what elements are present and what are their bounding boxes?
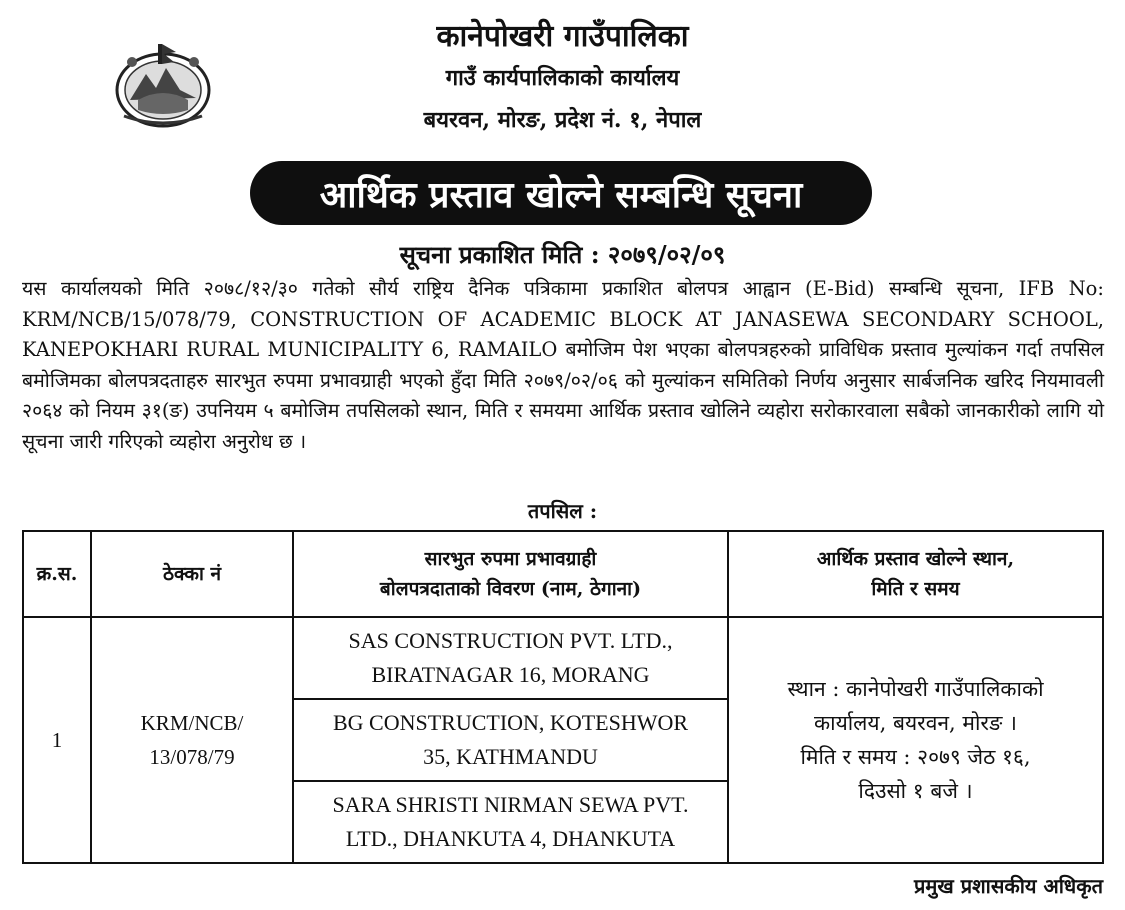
- venue-line1: स्थान : कानेपोखरी गाउँपालिकाको: [787, 677, 1044, 701]
- bidder-2-line2: 35, KATHMANDU: [423, 744, 598, 769]
- venue-line2: कार्यालय, बयरवन, मोरङ ।: [814, 711, 1017, 735]
- bidder-1-line2: BIRATNAGAR 16, MORANG: [371, 662, 650, 687]
- header-venue: [728, 531, 1103, 617]
- header-bidders-line1: सारभुत रुपमा प्रभावग्राही: [424, 548, 597, 570]
- contract-no-line2: 13/078/79: [149, 745, 235, 769]
- header-venue-line1: आर्थिक प्रस्ताव खोल्ने स्थान,: [816, 548, 1015, 570]
- venue-line3: मिति र समय : २०७९ जेठ १६,: [800, 745, 1031, 769]
- row-contract-no: [91, 617, 293, 863]
- bidder-1: [293, 617, 728, 699]
- header-bidders-line2: बोलपत्रदाताको विवरण (नाम, ठेगाना): [379, 578, 642, 600]
- row-venue: [728, 617, 1103, 863]
- nepal-emblem-icon: [108, 38, 218, 130]
- bidders-table: [22, 530, 1104, 864]
- notice-title-banner: [250, 161, 872, 225]
- notice-title: आर्थिक प्रस्ताव खोल्ने सम्बन्धि सूचना: [319, 173, 803, 216]
- bidder-3: [293, 781, 728, 863]
- contract-no-line1: KRM/NCB/: [140, 711, 244, 735]
- header-sn: क्र.स.: [23, 531, 91, 617]
- details-label: तपसिल :: [527, 499, 598, 523]
- bidder-3-line1: SARA SHRISTI NIRMAN SEWA PVT.: [332, 792, 689, 817]
- signoff: प्रमुख प्रशासकीय अधिकृत: [914, 874, 1103, 898]
- office-address: बयरवन, मोरङ, प्रदेश नं. १, नेपाल: [423, 107, 702, 133]
- office-name: कानेपोखरी गाउँपालिका: [436, 19, 689, 54]
- office-subtitle: गाउँ कार्यपालिकाको कार्यालय: [445, 65, 680, 91]
- published-date: सूचना प्रकाशित मिति : २०७९/०२/०९: [399, 240, 726, 269]
- table-header-row: [23, 531, 1103, 617]
- table-row: [23, 617, 1103, 699]
- bidder-2-line1: BG CONSTRUCTION, KOTESHWOR: [332, 710, 689, 735]
- header-bidders: [293, 531, 728, 617]
- bidder-3-line2: LTD., DHANKUTA 4, DHANKUTA: [345, 826, 676, 851]
- header-contract-no: ठेक्का नं: [91, 531, 293, 617]
- bidder-2: [293, 699, 728, 781]
- row-sn: 1: [23, 617, 91, 863]
- bidder-1-line1: SAS CONSTRUCTION PVT. LTD.,: [348, 628, 673, 653]
- notice-body: यस कार्यालयको मिति २०७८/१२/३० गतेको सौर्य राष्ट्रिय दैनिक पत्रिकामा प्रकाशित बोलपत्र आह्वान (E-Bid) सम्बन्धि सूचना, IFB No: KRM/NCB/15/078/79, CONSTRUCTION OF ACADEMIC BLOCK AT JANASEWA SECONDARY SCHOOL, KANEPOKHARI RURAL MUNICIPALITY 6, RAMAILO बमोजिम पेश भएका बोलपत्रहरुको प्राविधिक प्रस्ताव मुल्यांकन गर्दा तपसिल बमोजिमका बोलपत्रदताहरु सारभुत रुपमा प्रभावग्राही भएको हुँदा मिति २०७९/०२/०६ को मुल्यांकन समितिको निर्णय अनुसार सार्बजनिक खरिद नियमावली २०६४ को नियम ३१(ङ) उपनियम ५ बमोजिम तपसिलको स्थान, मिति र समयमा आर्थिक प्रस्ताव खोलिने व्यहोरा सरोकारवाला सबैको जानकारीको लागि यो सूचना जारी गरिएको व्यहोरा अनुरोध छ ।: [22, 277, 1104, 453]
- header-venue-line2: मिति र समय: [871, 578, 960, 600]
- venue-line4: दिउसो १ बजे ।: [858, 779, 973, 803]
